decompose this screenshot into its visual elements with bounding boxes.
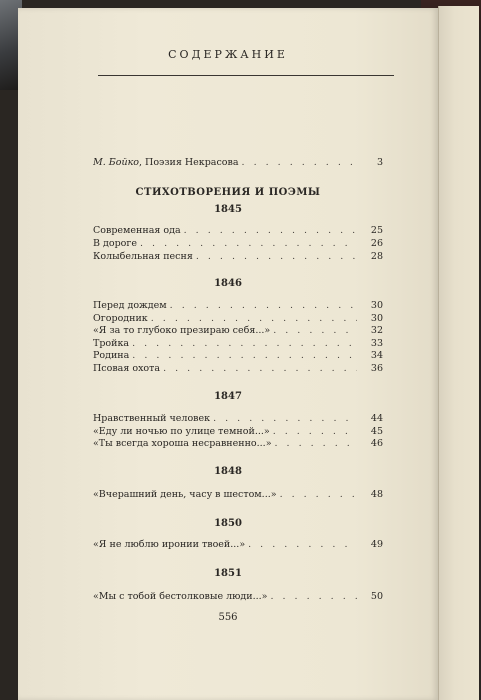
toc-entry — [93, 224, 383, 238]
facing-page-edge — [438, 6, 479, 700]
entry-title: «Вчерашний день, часу в шестом...» — [93, 489, 277, 500]
page-number: 46 — [370, 438, 383, 449]
entry-title: «Ты всегда хороша несравненно...» — [93, 438, 272, 449]
page-number: 50 — [370, 591, 383, 602]
page-number: 34 — [370, 350, 383, 361]
page-number: 33 — [370, 338, 383, 349]
page-number: 30 — [370, 313, 383, 324]
leader-dots — [140, 237, 357, 251]
leader-dots — [213, 412, 357, 426]
intro-author: М. Бойко — [93, 157, 139, 168]
page-folio: 556 — [218, 612, 238, 623]
leader-dots — [270, 590, 357, 604]
entry-title: Огородник — [93, 313, 148, 324]
page-number: 45 — [370, 426, 383, 437]
section-title: СТИХОТВОРЕНИЯ И ПОЭМЫ — [135, 187, 321, 198]
entry-title: «Мы с тобой бестолковые люди...» — [93, 591, 268, 602]
leader-dots — [275, 437, 357, 451]
year-heading: 1845 — [214, 204, 242, 215]
book-page — [18, 8, 438, 700]
toc-entry — [93, 237, 383, 251]
toc-entry-intro: М. Бойко, Поэзия Некрасова . . . 3 — [93, 156, 383, 170]
leader-dots — [248, 538, 357, 552]
page-number: 32 — [370, 325, 383, 336]
entry-title: «Я не люблю иронии твоей...» — [93, 539, 246, 550]
leader-dots — [184, 224, 357, 238]
toc-entry — [93, 349, 383, 363]
leader-dots — [242, 156, 357, 170]
toc-entry — [93, 538, 383, 552]
year-heading: 1850 — [214, 518, 242, 529]
page-header: СОДЕРЖАНИЕ — [168, 48, 288, 61]
leader-dots — [280, 488, 357, 502]
page-number: 44 — [370, 413, 383, 424]
entry-title: «Я за то глубоко презираю себя...» — [93, 325, 271, 336]
header-rule — [98, 75, 394, 76]
toc-entry — [93, 488, 383, 502]
entry-title: Колыбельная песня — [93, 251, 193, 262]
toc-entry — [93, 324, 383, 338]
toc-entry — [93, 299, 383, 313]
entry-title: «Еду ли ночью по улице темной...» — [93, 426, 270, 437]
entry-title: Современная ода — [93, 225, 181, 236]
entry-title: Псовая охота — [93, 363, 161, 374]
entry-title: В дороге — [93, 238, 137, 249]
page-number: 30 — [370, 300, 383, 311]
page-number: 28 — [370, 251, 383, 262]
toc-entry — [93, 412, 383, 426]
entry-title: Перед дождем — [93, 300, 167, 311]
page-number: 3 — [376, 157, 383, 168]
leader-dots — [196, 250, 357, 264]
leader-dots — [170, 299, 357, 313]
page-number: 49 — [370, 539, 383, 550]
toc-entry — [93, 250, 383, 264]
leader-dots — [163, 362, 357, 376]
page-number: 25 — [370, 225, 383, 236]
toc-entry — [93, 362, 383, 376]
entry-title: Тройка — [93, 338, 130, 349]
page-number: 26 — [370, 238, 383, 249]
toc-entry — [93, 437, 383, 451]
entry-title: Нравственный человек — [93, 413, 211, 424]
year-heading: 1847 — [214, 391, 242, 402]
toc-entry — [93, 590, 383, 604]
entry-title: Родина — [93, 350, 130, 361]
year-heading: 1851 — [214, 568, 242, 579]
year-heading: 1846 — [214, 278, 242, 289]
leader-dots — [132, 349, 357, 363]
intro-title: Поэзия Некрасова — [145, 157, 239, 168]
page-number: 48 — [370, 489, 383, 500]
page-number: 36 — [370, 363, 383, 374]
leader-dots — [273, 324, 357, 338]
year-heading: 1848 — [214, 466, 242, 477]
